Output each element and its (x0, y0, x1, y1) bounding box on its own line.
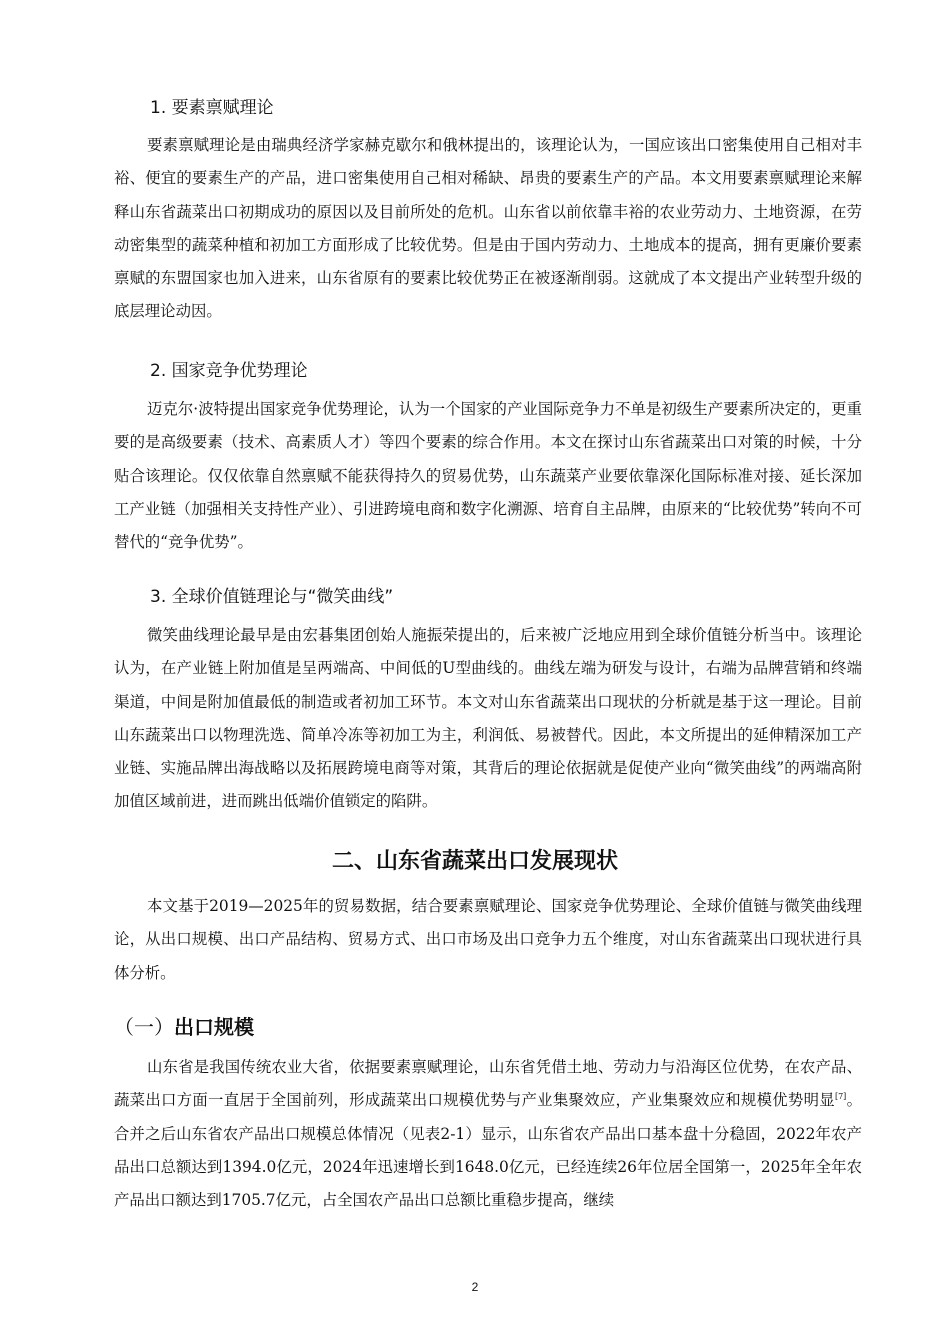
paragraph-export-scale-part1: 山东省是我国传统农业大省，依据要素禀赋理论，山东省凭借土地、劳动力与沿海区位优势，在农产品、蔬菜出口方面一直居于全国前列，形成蔬菜出口规模优势与产业集聚效应，产业集聚效应和规模优势明显 (114, 1058, 862, 1110)
page-number: 2 (471, 1280, 479, 1294)
section-heading-global-value-chain: 3. 全球价值链理论与“微笑曲线” (150, 587, 394, 607)
subsection-title: 出口规模 (174, 1015, 254, 1039)
paragraph-national-competitive-advantage: 迈克尔·波特提出国家竞争优势理论，认为一个国家的产业国际竞争力不单是初级生产要素所决定的，更重要的是高级要素（技术、高素质人才）等四个要素的综合作用。本文在探讨山东省蔬菜出口对策的时候，十分贴合该理论。仅仅依靠自然禀赋不能获得持久的贸易优势，山东蔬菜产业要依靠深化国际标准对接、延长深加工产业链（加强相关支持性产业）、引进跨境电商和数字化溯源、培育自主品牌，由原来的“比较优势”转向不可替代的“竞争优势”。 (114, 400, 862, 552)
paragraph-export-scale-part2: 。合并之后山东省农产品出口规模总体情况（见表2-1）显示，山东省农产品出口基本盘十分稳固，2022年农产品出口总额达到1394.0亿元，2024年迅速增长到1648.0亿元，已经连续26年位居全国第一，2025年全年农产品出口额达到1705.7亿元，占全国农产品出口总额比重稳步提高，继续 (114, 1091, 862, 1210)
section-heading-national-competitive-advantage: 2. 国家竞争优势理论 (150, 361, 308, 381)
citation-reference: [7] (834, 1092, 847, 1102)
chapter-intro-paragraph: 本文基于2019—2025年的贸易数据，结合要素禀赋理论、国家竞争优势理论、全球价值链与微笑曲线理论，从出口规模、出口产品结构、贸易方式、出口市场及出口竞争力五个维度，对山东省蔬菜出口现状进行具体分析。 (114, 897, 862, 982)
subsection-heading-export-scale (114, 1011, 254, 1043)
chapter-heading: 二、山东省蔬菜出口发展现状 (331, 849, 618, 874)
subsection-number: （一） (114, 1015, 174, 1039)
section-heading-factor-endowment: 1. 要素禀赋理论 (150, 98, 274, 118)
paragraph-global-value-chain: 微笑曲线理论最早是由宏碁集团创始人施振荣提出的，后来被广泛地应用到全球价值链分析当中。该理论认为，在产业链上附加值是呈两端高、中间低的U型曲线的。曲线左端为研发与设计，右端为品牌营销和终端渠道，中间是附加值最低的制造或者初加工环节。本文对山东省蔬菜出口现状的分析就是基于这一理论。目前山东蔬菜出口以物理洗选、简单冷冻等初加工为主，利润低、易被替代。因此，本文所提出的延伸精深加工产业链、实施品牌出海战略以及拓展跨境电商等对策，其背后的理论依据就是促使产业向“微笑曲线”的两端高附加值区域前进，进而跳出低端价值锁定的陷阱。 (114, 626, 862, 811)
paragraph-export-scale (114, 1051, 862, 1217)
paragraph-factor-endowment: 要素禀赋理论是由瑞典经济学家赫克歇尔和俄林提出的，该理论认为，一国应该出口密集使用自己相对丰裕、便宜的要素生产的产品，进口密集使用自己相对稀缺、昂贵的要素生产的产品。本文用要素禀赋理论来解释山东省蔬菜出口初期成功的原因以及目前所处的危机。山东省以前依靠丰裕的农业劳动力、土地资源，在劳动密集型的蔬菜种植和初加工方面形成了比较优势。但是由于国内劳动力、土地成本的提高，拥有更廉价要素禀赋的东盟国家也加入进来，山东省原有的要素比较优势正在被逐渐削弱。这就成了本文提出产业转型升级的底层理论动因。 (114, 136, 862, 321)
